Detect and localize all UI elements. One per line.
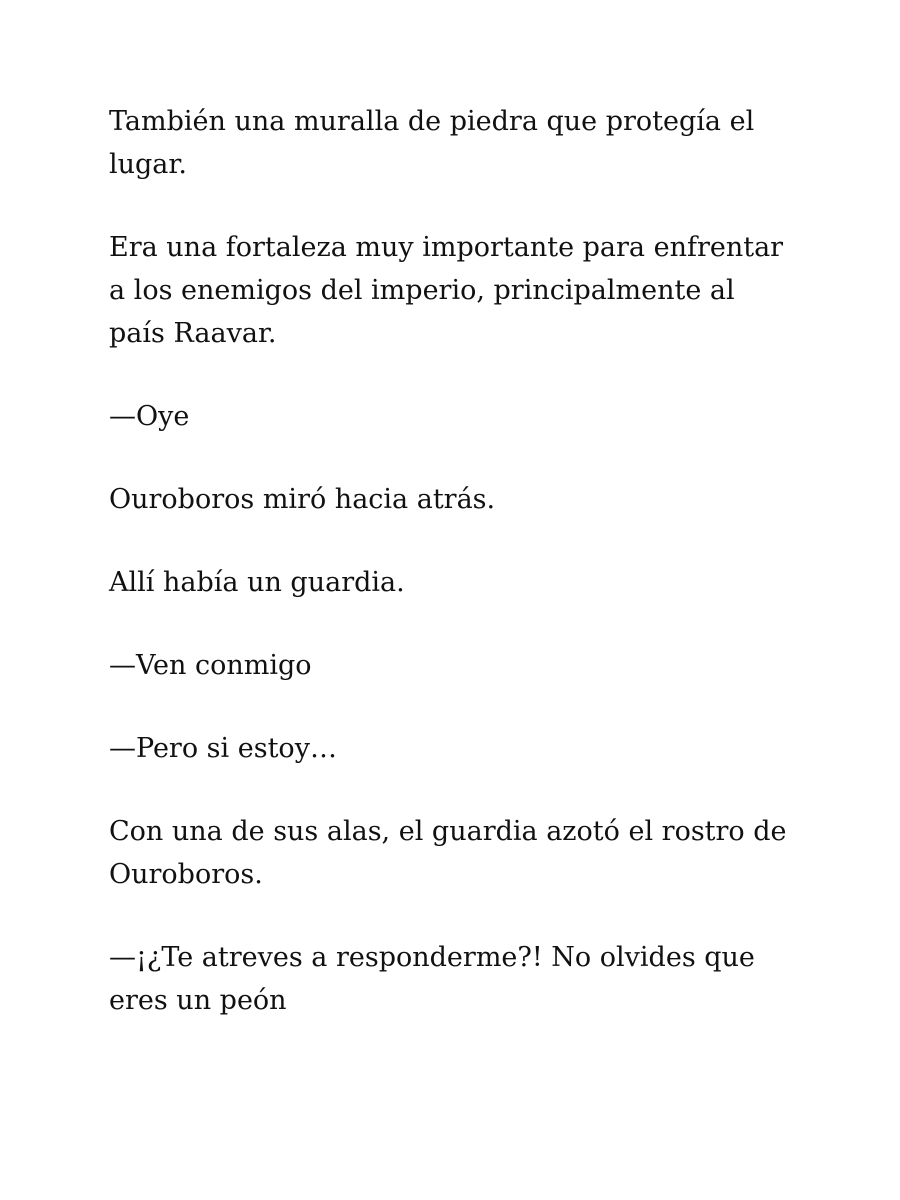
dialogue-oye: —Oye [109,401,190,432]
paragraph-guard: Allí había un guardia. [109,567,405,598]
text-body [109,100,789,1062]
paragraph-wall: También una muralla de piedra que protegía el lugar. [109,106,755,180]
paragraph-looked-back: Ouroboros miró hacia atrás. [109,484,496,515]
paragraph-wing-strike: Con una de sus alas, el guardia azotó el rostro de Ouroboros. [109,816,787,890]
dialogue-but-i-am: —Pero si estoy… [109,733,337,764]
paragraph-fortress: Era una fortaleza muy importante para enfrentar a los enemigos del imperio, principalmente al país Raavar. [109,232,784,349]
dialogue-dare-answer: —¡¿Te atreves a responderme?! No olvides que eres un peón [109,942,755,1016]
dialogue-come-with-me: —Ven conmigo [109,650,312,681]
